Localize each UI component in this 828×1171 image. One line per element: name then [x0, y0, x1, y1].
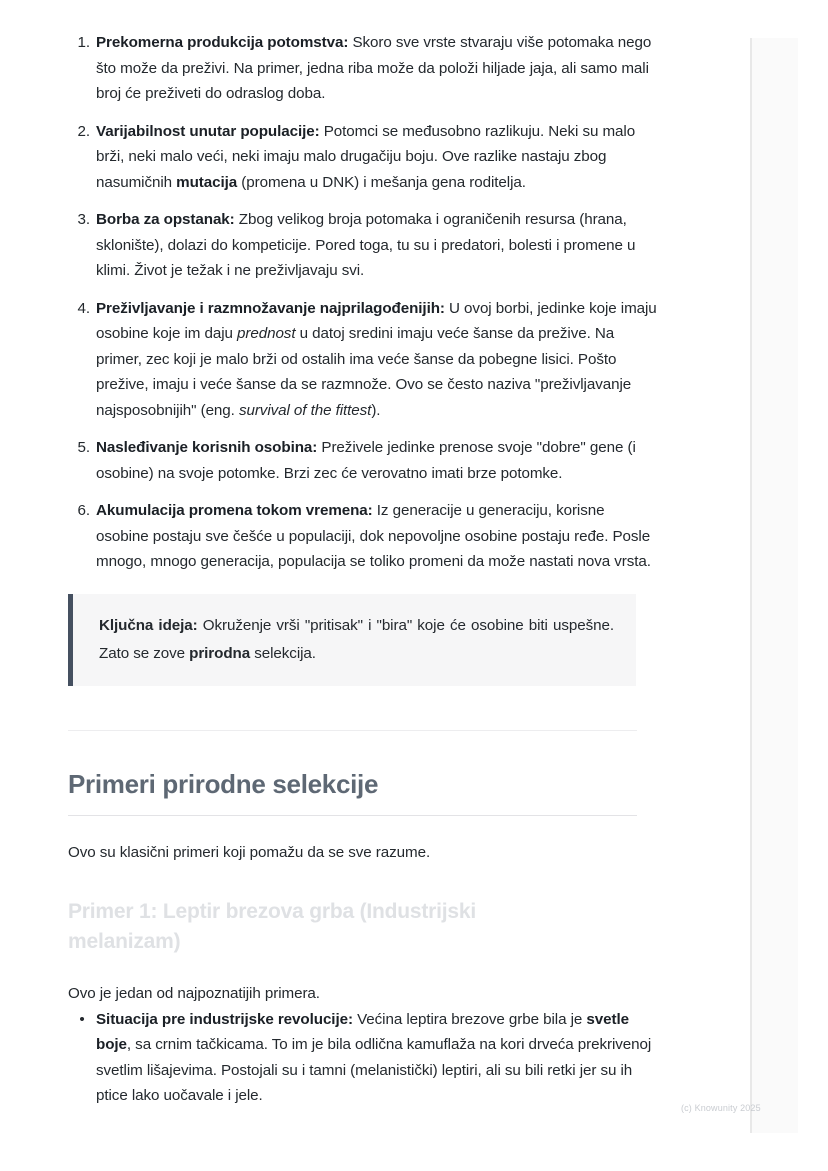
callout-paragraph	[99, 612, 614, 668]
copyright-watermark: (c) Knowunity 2025	[681, 1103, 761, 1113]
callout-text-cont: selekcija.	[250, 644, 316, 662]
list-item	[68, 30, 660, 107]
list-item	[68, 1007, 660, 1109]
bullet-marker: •	[79, 1010, 85, 1028]
list-item-text-cont: , sa crnim tačkicama. To im je bila odlična kamuflaža na kori drveća prekrivenoj svetlim lišajevima. Postojali su i tamni (melanistički) leptiri, ali su bili retki jer su ih ptice lako uočavale i jele.	[96, 1036, 652, 1104]
list-marker: 5.	[77, 439, 90, 456]
list-item-term: Borba za opstanak:	[96, 211, 235, 228]
list-item	[68, 435, 660, 486]
list-item-text-end: ).	[371, 401, 381, 419]
list-item-text: Zbog velikog broja potomaka i ograničenih resursa (hrana, sklonište), dolazi do kompeticije. Pored toga, tu su i predatori, bolesti i promene u klimi. Život je težak i ne preživljavaju svi.	[96, 211, 636, 279]
callout-term: Ključna ideja:	[99, 616, 198, 634]
list-marker: 3.	[77, 211, 90, 228]
callout-text: Okruženje vrši "pritisak" i "bira" koje će osobine biti uspešne. Zato se zove	[99, 616, 614, 662]
list-marker: 4.	[77, 299, 90, 317]
page-title: Primeri prirodne selekcije	[68, 768, 379, 799]
callout-emphasis: prirodna	[189, 644, 251, 662]
list-item-term: Situacija pre industrijske revolucije:	[96, 1010, 353, 1028]
subsection-title: Primer 1: Leptir brezova grba (Industrijski melanizam)	[68, 900, 477, 953]
list-marker: 6.	[77, 502, 90, 519]
list-item-text: Iz generacije u generaciju, korisne osobine postaju sve češće u populaciji, dok nepovoljne osobine postaju ređe. Posle mnogo, mnogo generacija, populacija se toliko promeni da može nastati nova vrsta.	[96, 502, 651, 570]
list-item-text-cont: (promena u DNK) i mešanja gena roditelja.	[237, 173, 526, 191]
intro-paragraph: Ovo su klasični primeri koji pomažu da se sve razume.	[68, 843, 431, 861]
list-item	[68, 498, 660, 575]
list-item-text-cont: u datoj sredini imaju veće šanse da prežive. Na primer, zec koji je malo brži od ostalih ima veće šanse da pobegne lisici. Pošto prežive, imaju i veće šanse da se razmnože. Ovo se često naziva "preživljavanje najsposobnijih" (eng.	[96, 325, 632, 419]
list-item-italic-fittest: survival of the fittest	[238, 401, 372, 419]
list-marker: 2.	[77, 122, 90, 140]
list-item-emphasis: mutacija	[176, 173, 238, 191]
list-item-italic-prednost: prednost	[237, 325, 296, 342]
list-item-term: Prekomerna produkcija potomstva:	[96, 34, 349, 51]
list-item-text: Preživele jedinke prenose svoje "dobre" gene (i osobine) na svoje potomke. Brzi zec će verovatno imati brze potomke.	[96, 439, 636, 482]
list-item-term: Akumulacija promena tokom vremena:	[96, 502, 373, 519]
list-item	[68, 207, 660, 284]
list-item-text: Skoro sve vrste stvaraju više potomaka nego što može da preživi. Na primer, jedna riba može da položi hiljade jaja, ali samo mali broj će preživeti do odraslog doba.	[96, 34, 652, 102]
list-item-term: Preživljavanje i razmnožavanje najprilagođenijih:	[96, 299, 445, 317]
section-divider	[68, 730, 637, 731]
title-underline	[68, 815, 637, 816]
list-item-term: Nasleđivanje korisnih osobina:	[96, 439, 318, 456]
subsection-paragraph: Ovo je jedan od najpoznatijih primera.	[68, 985, 320, 1002]
example-bullet-list	[68, 1007, 660, 1109]
list-item-emphasis: svetle boje	[96, 1010, 629, 1053]
right-side-panel[interactable]	[750, 38, 798, 1133]
list-marker: 1.	[77, 34, 90, 51]
list-item-text: Većina leptira brezove grbe bila je	[352, 1010, 587, 1028]
list-item-text: Potomci se međusobno razlikuju. Neki su malo brži, neki malo veći, neki imaju malo drugačiju boju. Ove razlike nastaju zbog nasumičnih	[96, 122, 636, 191]
mechanism-numbered-list	[68, 30, 660, 575]
list-item-term: Varijabilnost unutar populacije:	[96, 122, 320, 140]
list-item	[68, 119, 660, 196]
list-item	[68, 296, 660, 424]
list-item-text: U ovoj borbi, jedinke koje imaju osobine koje im daju	[96, 299, 657, 342]
key-idea-callout	[68, 594, 636, 686]
